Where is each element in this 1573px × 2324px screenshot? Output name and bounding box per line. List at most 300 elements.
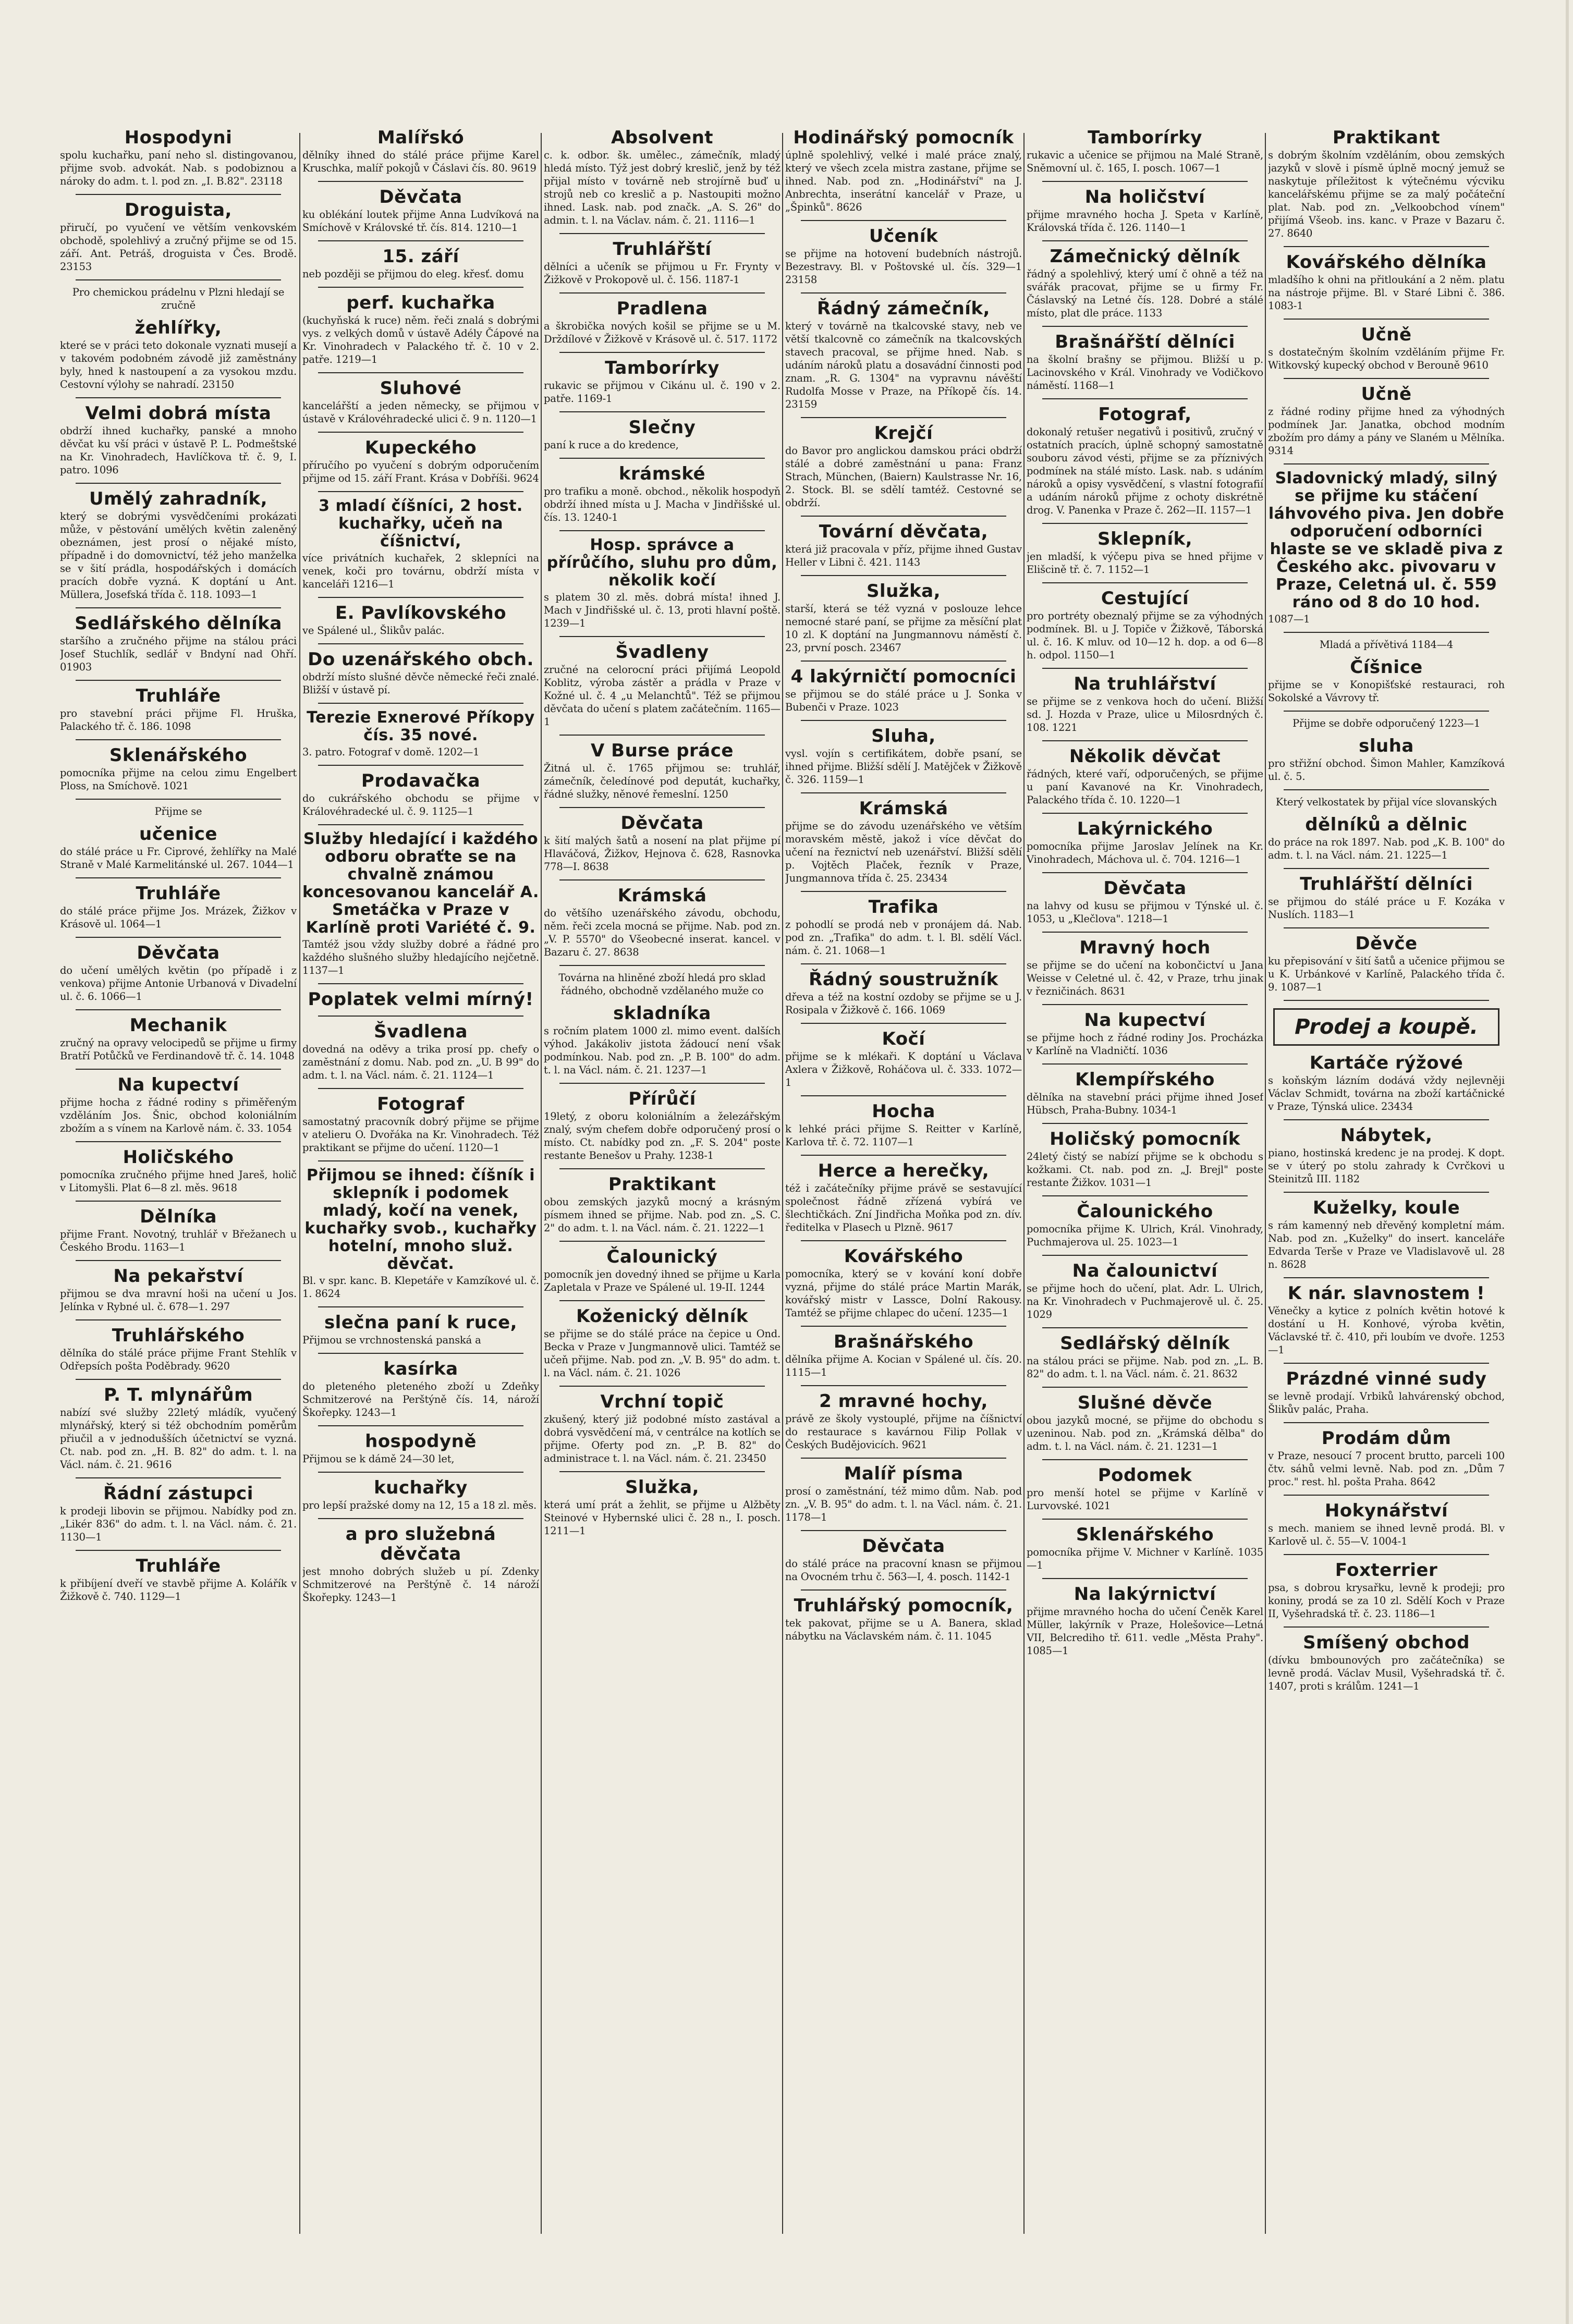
ad-separator	[801, 1240, 1006, 1241]
classified-ad	[785, 1246, 1022, 1319]
ad-headline: Herce a herečky,	[818, 1160, 990, 1181]
ad-body: obou zemských jazyků mocný a krásným písmem ihned se přijme. Nab. pod zn. „S. C. 2" do adm. t. l. na Václ. nám. č. 21. 1222—1	[544, 1196, 781, 1234]
classified-ad	[1027, 589, 1263, 662]
classified-ad	[1027, 1465, 1263, 1512]
ad-body: 24letý čistý se nabízí přijme se k obchodu s kožkami. Ct. nab. pod zn. „J. Brejl" poste restante Žižkov. 1031—1	[1027, 1151, 1263, 1189]
classified-ad	[60, 403, 297, 476]
classified-ad	[1268, 128, 1505, 240]
ad-body: nabízí své služby 22letý mládík, vyučený mlynářský, který si též obchodním poměrům přiučil a v jednodušších účetnictví se vyzná. Ct. nab. pod zn. „H. B. 82" do adm. t. l. na Václ. nám. č. 21. 9616	[60, 1406, 297, 1471]
ad-separator	[1042, 1004, 1248, 1005]
ad-headline: P. T. mlynářům	[103, 1385, 253, 1405]
ad-body: dělníka na stavební práci přijme ihned Josef Hübsch, Praha-Bubny. 1034-1	[1027, 1091, 1263, 1116]
ad-separator	[1042, 1519, 1248, 1520]
ad-body: kancelářští a jeden německy, se přijmou v ústavě v Královéhradecké ulici č. 9 n. 1120—1	[302, 400, 539, 425]
classified-ad	[60, 318, 297, 391]
ad-separator	[76, 279, 281, 280]
ad-body: se přijme na hotovení budebních nástrojů. Bezestravy. Bl. v Poštovské ul. čís. 329—1 23158	[785, 248, 1022, 286]
classified-ad	[544, 1392, 781, 1465]
ad-separator	[1042, 668, 1248, 669]
ad-separator	[1042, 326, 1248, 327]
classified-ad	[1268, 717, 1505, 730]
ad-body: Továrna na hliněné zboží hledá pro sklad řádného, obchodně vzdělaného muže co	[558, 972, 766, 997]
ad-body: neb později se přijmou do eleg. křesť. domu	[302, 268, 524, 280]
ad-body: se přijmou do stálé práce u F. Kozáka v Nuslích. 1183—1	[1268, 896, 1505, 921]
classified-ad	[1268, 325, 1505, 372]
ad-body: pomocníka zručného přijme hned Jareš, holič v Litomyšli. Plat 6—8 zl. měs. 9618	[60, 1169, 297, 1194]
ad-separator	[1284, 927, 1489, 928]
ad-separator	[801, 1589, 1006, 1591]
classified-ad	[1027, 1202, 1263, 1249]
ad-headline: Hosp. správce a přírůčího, sluhu pro dům, několik kočí	[546, 536, 778, 590]
ad-body: pomocník jen dovedný ihned se přijme u Karla Zapletala v Praze ve Spálené ul. 19-II. 1244	[544, 1268, 781, 1293]
ad-headline: Služka,	[625, 1477, 700, 1498]
ad-headline: Sladovnický mladý, silný se přijme ku stáčení láhvového piva. Jen dobře odporučení odborníci hlaste se ve skladě piva z Českého akc. pivovaru v Praze, Celetná ul. č. 559 ráno od 8 do 10 hod.	[1268, 469, 1505, 611]
ad-separator	[1042, 1578, 1248, 1579]
ad-separator	[1042, 1123, 1248, 1124]
classified-ad	[1268, 470, 1505, 626]
ad-separator	[1284, 1119, 1489, 1120]
ad-body: Věnečky a kytice z polních květin hotové k dostání u H. Konhové, výroba květin, Václavské tř. č. 410, při loubím ve dvoře. 1253—1	[1268, 1305, 1505, 1356]
ad-separator	[318, 491, 523, 492]
classified-ad	[544, 239, 781, 286]
ad-body: též i začátečníky přijme právě se sestavující společnost řádně zřízená vybírá ve šlechtičkách. Zní Jindřicha Moňka pod zn. dív. ředitelka v Plasech u Plzně. 9617	[785, 1182, 1022, 1233]
ad-headline: Nábytek,	[1340, 1125, 1433, 1146]
ad-body: do stálé práce přijme Jos. Mrázek, Žižkov v Krásově ul. 1064—1	[60, 905, 297, 930]
ad-body: Žitná ul. č. 1765 přijmou se: truhlář, zámečník, čeledínové pod deputát, kuchařky, řádné služky, něnové řemeslní. 1250	[544, 762, 781, 800]
ad-headline: Koženický dělník	[576, 1306, 749, 1327]
classified-ad	[785, 1161, 1022, 1234]
ad-headline: Truhlářští dělníci	[1300, 874, 1473, 895]
ad-headline: Prázdné vinné sudy	[1286, 1368, 1487, 1389]
ad-headline: Sklenářského	[109, 745, 248, 766]
classified-ad	[302, 497, 539, 591]
classified-ad	[302, 247, 539, 280]
ad-headline: Truhlářský pomocník,	[794, 1595, 1014, 1616]
ad-separator	[1284, 868, 1489, 869]
ad-body: pomocníka přijme V. Michner v Karlíně. 1035—1	[1027, 1546, 1263, 1571]
ad-separator	[1284, 1000, 1489, 1001]
ad-separator	[1284, 1422, 1489, 1423]
ad-body: se přijmou se do stálé práce u J. Sonka v Bubenči v Praze. 1023	[785, 688, 1022, 713]
ad-separator	[1042, 1255, 1248, 1256]
ad-separator	[1042, 1063, 1248, 1065]
ad-headline: Kovářského dělníka	[1286, 252, 1487, 273]
classified-ad	[60, 1016, 297, 1062]
ad-headline: Tamborírky	[1088, 128, 1202, 148]
ad-body: Přijme se	[154, 805, 202, 817]
ad-separator	[801, 1023, 1006, 1024]
classified-ad	[1027, 1070, 1263, 1117]
ads-column-4	[785, 128, 1022, 2242]
ad-body: jest mnoho dobrých služeb u pí. Zdenky Schmitzerové na Perštýně č. 14 nároží Škořepky. 1243—1	[302, 1565, 539, 1604]
ad-headline: Na truhlářství	[1074, 674, 1216, 694]
classified-ad	[302, 771, 539, 818]
classified-ad	[785, 799, 1022, 885]
ad-headline: Terezie Exnerové Příkopy čís. 35 nové.	[307, 708, 535, 744]
classified-ad	[302, 128, 539, 175]
ad-body: vysl. vojín s certifikátem, dobře psaní, se ihned přijme. Bližší sdělí J. Matějček v Žižkově č. 326. 1159—1	[785, 748, 1022, 786]
ad-separator	[76, 194, 281, 195]
ad-headline: Dělníka	[140, 1206, 217, 1227]
classified-ad	[785, 1536, 1022, 1583]
ad-separator	[1284, 632, 1489, 633]
column-divider	[782, 133, 783, 2234]
ad-headline: Praktikant	[608, 1174, 716, 1195]
ad-body: starší, která se též vyzná v poslouze lehce nemocné staré paní, se přijme za měsíční plat 10 zl. K doptání na Jungmannovu náměstí č. 23, první posch. 23467	[785, 603, 1022, 654]
ad-body: dělníky ihned do stálé práce přijme Karel Kruschka, malíř pokojů v Čáslavi čís. 80. 9619	[302, 149, 539, 174]
ad-body: přijme mravného hocha do učení Čeněk Karel Müller, lakýrník v Praze, Holešovice—Letná VII, Belcrediho tř. 611. vedle „Města Prahy". 1085—1	[1027, 1606, 1263, 1657]
ad-headline: Na čalounictví	[1072, 1261, 1218, 1281]
ad-body: na stálou práci se přijme. Nab. pod zn. „L. B. 82" do adm. t. l. na Václ. nám. č. 21. 8632	[1027, 1355, 1263, 1380]
ad-headline: Krámská	[617, 885, 707, 906]
ad-separator	[318, 240, 523, 241]
ad-headline: Sluha,	[871, 726, 936, 747]
ad-body: do Bavor pro anglickou damskou práci obdrží stálé a dobré zaměstnání u pana: Franz Strach, München, (Baiern) Kaulstrasse Nr. 16, 2. Stock. Bl. se sdělí tamtéž. Cestovné se obdrží.	[785, 445, 1022, 509]
ad-body: 1087—1	[1268, 613, 1310, 625]
classified-ad	[1268, 1008, 1505, 1046]
classified-ad	[1027, 938, 1263, 998]
ad-separator	[1042, 813, 1248, 814]
ad-headline: Hodinářský pomocník	[793, 128, 1014, 148]
ad-headline: Fotograf,	[1098, 404, 1192, 425]
column-divider	[541, 133, 542, 2234]
ad-separator	[318, 703, 523, 704]
ad-headline: Trafika	[868, 897, 939, 918]
ad-headline: Absolvent	[611, 128, 714, 148]
classified-ad	[302, 1094, 539, 1154]
ad-body: c. k. odbor. šk. umělec., zámečník, mladý hledá místo. Týž jest dobrý kreslič, jenž by též přijal místo v továrně neb strojírně buď u strojů neb co kreslič a p. Nastoupiti možno ihned. Lask. nab. pod značk. „A. S. 26" do admin. t. l. na Václav. nám. č. 21. 1116—1	[544, 149, 781, 226]
ad-separator	[801, 417, 1006, 418]
classified-ad	[302, 709, 539, 759]
ad-headline: Kočí	[882, 1029, 925, 1049]
ad-separator	[318, 1306, 523, 1307]
classified-ad	[60, 805, 297, 818]
ad-headline: skladníka	[613, 1003, 711, 1024]
ad-body: Pro chemickou prádelnu v Plzni hledají se zručně	[72, 286, 285, 311]
ad-headline: 15. září	[382, 246, 459, 267]
classified-ad	[1268, 1560, 1505, 1620]
classified-ad	[544, 1175, 781, 1234]
classified-ad	[60, 1075, 297, 1135]
ad-separator	[318, 287, 523, 288]
classified-ad	[785, 226, 1022, 286]
ad-separator	[1284, 1554, 1489, 1555]
ad-separator	[76, 607, 281, 608]
ad-separator	[76, 937, 281, 938]
classified-ad	[544, 536, 781, 630]
ad-body: přiručí, po vyučení ve větším venkovském obchodě, spolehlivý a zručný přijme se od 15. září. Ant. Petráš, droguista v Čes. Brodě. 23153	[60, 222, 297, 273]
ad-body: dovedná na oděvy a trika prosí pp. chefy o zaměstnání z domu. Nab. pod zn. „U. B 99" do adm. t. l. na Václ. nám. č. 21. 1124—1	[302, 1043, 539, 1081]
ad-body: řádných, které vaří, odporučených, se přijme u paní Kavanové na Kr. Vinohradech, Palackého třída č. 10. 1220—1	[1027, 768, 1263, 806]
ad-separator	[318, 1353, 523, 1354]
ad-separator	[801, 1458, 1006, 1459]
classified-ad	[785, 299, 1022, 411]
ad-headline: Fotograf	[377, 1094, 465, 1115]
ad-headline: Děvčata	[137, 943, 220, 963]
ad-separator	[1042, 240, 1248, 241]
ad-separator	[801, 220, 1006, 221]
ad-separator	[801, 1530, 1006, 1531]
ad-headline: Poplatek velmi mírný!	[308, 989, 534, 1010]
classified-ad	[1027, 747, 1263, 806]
classified-ad	[1268, 1633, 1505, 1693]
classified-ad	[302, 1313, 539, 1347]
ad-body: Přijme se dobře odporučený 1223—1	[1292, 717, 1480, 729]
ad-headline: hospodyně	[365, 1431, 477, 1452]
ad-separator	[76, 1069, 281, 1070]
ad-headline: Na pekařství	[113, 1266, 243, 1287]
ad-body: zručné na celorocní práci přijímá Leopold Koblitz, výroba zástěr a prádla v Praze v Kožné ul. č. 4 „u Melanchtů". Též se přijmou děvčata do učení s platem začátečním. 1165—1	[544, 664, 781, 728]
ad-headline: Slušné děvče	[1077, 1392, 1213, 1413]
classified-ad	[302, 378, 539, 425]
ad-headline: Slečny	[628, 417, 696, 438]
ad-body: v Praze, nesoucí 7 procent brutto, parceli 100 čtv. sáhů velmi levně. Nab. pod zn. „Dům 7 proc." rest. hl. pošta Praha. 8642	[1268, 1450, 1505, 1488]
classified-ad	[1027, 187, 1263, 234]
ad-body: do učení umělých květin (po případě i z venkova) přijme Antonie Urbanová v Divadelní ul. č. 6. 1066—1	[60, 964, 297, 1002]
classified-ad	[1268, 1369, 1505, 1416]
ad-body: se přijme hoch z řádné rodiny Jos. Procházka v Karlíně na Vladničtí. 1036	[1027, 1032, 1263, 1057]
classified-ad	[785, 128, 1022, 214]
ad-headline: Kovářského	[844, 1246, 964, 1267]
ad-body: obou jazyků mocné, se přijme do obchodu s uzeninou. Nab. pod zn. „Krámská dělba" do adm. t. l. na Václ. nám. č. 21. 1231—1	[1027, 1414, 1263, 1452]
ad-body: s mech. maniem se ihned levně prodá. Bl. v Karlově ul. č. 55—V. 1004-1	[1268, 1522, 1505, 1547]
ad-body: se přijme se do stálé práce na čepice u Ond. Becka v Praze v Jungmannově ulici. Tamtéž se učeň přijme. Nab. pod zn. „V. B. 95" do adm. t. l. na Václ. nám. č. 21. 1026	[544, 1328, 781, 1379]
ad-separator	[76, 1260, 281, 1261]
classified-ad	[785, 1391, 1022, 1451]
ad-body: do pleteného pleteného zboží u Zdeňky Schmitzerové na Perštýně čís. 14, nároží Škořepky. 1243—1	[302, 1380, 539, 1418]
ad-separator	[1284, 711, 1489, 712]
ad-body: pro lepší pražské domy na 12, 15 a 18 zl. měs.	[302, 1499, 537, 1511]
ads-column-2	[302, 128, 539, 2242]
ad-headline: Mravný hoch	[1079, 937, 1211, 958]
ad-body: příručího po vyučení s dobrým odporučením přijme od 15. září Frant. Krása v Dobříši. 9624	[302, 459, 539, 484]
classified-ad	[1268, 796, 1505, 809]
ad-headline: krámské	[618, 463, 706, 484]
ad-body: ve Spálené ul., Šlikův palác.	[302, 625, 445, 637]
ad-headline: Na holičství	[1084, 187, 1205, 207]
ad-body: s dobrým školním vzděláním, obou zemských jazyků v slově i písmě úplně mocný jemuž se naskytuje příležitost k výtečnému výcviku kancelářskému přijme se za malý počáteční plat. Nab. pod zn. „Velkoobchod vínem" přijímá Všeob. ins. kanc. v Praze v Bazaru č. 27. 8640	[1268, 149, 1505, 239]
classified-ad	[1027, 1129, 1263, 1189]
ad-headline: Řádní zástupci	[103, 1483, 253, 1504]
classified-ad	[60, 745, 297, 792]
ad-body: z řádné rodiny přijme hned za výhodných podmínek Jar. Janatka, obchod modním zbožím pro dámy a pány ve Slaném u Mělníka. 9314	[1268, 406, 1505, 457]
ad-headline: Přijmou se ihned: číšník i sklepník i podomek mladý, kočí na venek, kuchařky svob., kuchařky hotelní, mnoho služ. děvčat.	[304, 1166, 537, 1273]
classified-ad	[60, 943, 297, 1003]
ad-body: k prodeji libovin se přijmou. Nabídky pod zn. „Likér 836" do adm. t. l. na Václ. nám. č. 21. 1130—1	[60, 1505, 297, 1543]
ad-body: piano, hostinská kredenc je na prodej. K dopt. se v úterý po stolu zahrady k Cvrčkovi u Steinitzů III. 1182	[1268, 1147, 1505, 1185]
classified-ad	[785, 970, 1022, 1017]
ad-separator	[1042, 398, 1248, 399]
ad-headline: Číšnice	[1350, 657, 1423, 678]
ad-separator	[1042, 582, 1248, 583]
classified-ad	[544, 813, 781, 873]
classified-ad	[1027, 128, 1263, 175]
ad-headline: Krámská	[859, 798, 948, 819]
ad-separator	[318, 1088, 523, 1089]
ad-separator	[318, 824, 523, 825]
ad-body: k přibíjení dveří ve stavbě přijme A. Kolářík v Žižkově č. 740. 1129—1	[60, 1577, 297, 1603]
classified-ad	[544, 128, 781, 227]
ad-separator	[1284, 463, 1489, 464]
ad-headline: Na kupectví	[1084, 1010, 1206, 1031]
ad-body: pomocníka přijme na celou zimu Engelbert Ploss, na Smíchově. 1021	[60, 767, 297, 792]
classified-ad	[1268, 252, 1505, 312]
ad-headline: Děvčata	[1103, 878, 1187, 899]
ad-separator	[1042, 872, 1248, 873]
ad-separator	[76, 877, 281, 878]
ad-separator	[1284, 1626, 1489, 1628]
ad-separator	[559, 735, 765, 736]
ad-separator	[318, 1472, 523, 1473]
ad-body: na lahvy od kusu se přijmou v Týnské ul. č. 1053, u „Klečlova". 1218—1	[1027, 900, 1263, 925]
ad-body: Který velkostatek by přijal více slovanských	[1275, 796, 1497, 808]
classified-ad	[1268, 874, 1505, 921]
ad-body: pro portréty obeznalý přijme se za výhodných podmínek. Bl. u J. Topiče v Žižkově, Táborská ul. č. 16. K mluv. od 10—12 h. dop. a od 6—8 h. odpol. 1150—1	[1027, 610, 1263, 661]
ad-headline: Zámečnický dělník	[1050, 246, 1240, 267]
ad-headline: Pradlena	[616, 298, 708, 319]
ad-headline: V Burse práce	[591, 740, 734, 761]
classified-ad	[302, 650, 539, 696]
ad-separator	[801, 660, 1006, 662]
ad-headline: Malíř písma	[844, 1463, 964, 1484]
ad-separator	[801, 575, 1006, 576]
ad-headline: Řádný zámečník,	[817, 298, 990, 319]
ads-column-6	[1268, 128, 1505, 2242]
classified-ad	[1027, 1334, 1263, 1380]
ad-headline: a pro služebná děvčata	[345, 1524, 496, 1564]
ad-body: (dívku bmbounových pro začátečníka) se levně prodá. Václav Musil, Vyšehradská tř. č. 1407, proti s králům. 1241—1	[1268, 1654, 1505, 1692]
ad-body: rukavic a učenice se přijmou na Malé Straně, Sněmovní ul. č. 165, I. posch. 1067—1	[1027, 149, 1263, 174]
classified-ad	[302, 1359, 539, 1419]
ad-headline: Děvčata	[379, 187, 462, 207]
ad-body: přijme hocha z řádné rodiny s přiměřeným vzděláním Jos. Šnic, obchod koloniálním zbožím a s vínem na Karlově nám. č. 33. 1054	[60, 1096, 297, 1134]
classified-ad	[1027, 1393, 1263, 1453]
ad-headline: Praktikant	[1332, 128, 1441, 148]
classified-ad	[544, 1004, 781, 1077]
classified-ad	[785, 667, 1022, 714]
ad-separator	[1284, 1277, 1489, 1278]
ad-headline: Hocha	[872, 1101, 935, 1122]
column-divider	[299, 133, 300, 2234]
classified-ad	[302, 438, 539, 485]
ad-separator	[76, 1141, 281, 1142]
classified-ad	[302, 1432, 539, 1465]
ad-headline: Děvčata	[862, 1536, 945, 1557]
classified-ad	[60, 1147, 297, 1194]
ad-body: ku oblékání loutek přijme Anna Ludvíková na Smíchově v Královské tř. čís. 814. 1210—1	[302, 209, 539, 234]
ad-body: s ročním platem 1000 zl. mimo event. dalších výhod. Jakákoliv jistota žádoucí není však podmínkou. Nab. pod zn. „P. B. 100" do adm. t. l. na Václ. nám. č. 21. 1237—1	[544, 1025, 781, 1076]
ad-body: řádný a spolehlivý, který umí č ohně a též na svářák pracovat, přijme se u firmy Fr. Čáslavský na Letné čís. 128. Dobré a stálé místo, plat dle práce. 1133	[1027, 268, 1263, 319]
ad-body: se přijme se do učení na kobončictví u Jana Weisse v Celetné ul. č. 42, v Praze, trhu jinak v řezničinách. 8631	[1027, 959, 1263, 997]
ad-separator	[76, 1379, 281, 1380]
ad-headline: perf. kuchařka	[346, 292, 495, 313]
ad-separator	[801, 1095, 1006, 1096]
ad-headline: 2 mravné hochy,	[819, 1391, 988, 1412]
ad-headline: Učeník	[869, 226, 938, 247]
classified-ad	[60, 128, 297, 188]
classified-ad	[60, 1556, 297, 1603]
ad-headline: Truhlářští	[613, 239, 712, 260]
classified-ad	[1027, 1584, 1263, 1657]
classified-ad	[60, 614, 297, 674]
ad-body: Tamtéž jsou vždy služby dobré a řádné pro každého slušného služby hledajícího nejčetně. 1137—1	[302, 938, 539, 976]
ad-separator	[559, 1386, 765, 1387]
ad-separator	[76, 739, 281, 740]
ad-separator	[559, 458, 765, 459]
ad-separator	[318, 1160, 523, 1161]
ad-headline: Holičský pomocník	[1050, 1129, 1240, 1149]
classified-ad	[544, 299, 781, 346]
ad-body: a škrobička nových košil se přijme se u M. Drždílové v Žižkově v Krásově ul. č. 517. 1172	[544, 320, 781, 345]
ad-separator	[1042, 1327, 1248, 1328]
classified-ad	[1027, 819, 1263, 866]
ad-separator	[318, 597, 523, 598]
ad-body: se přijme se z venkova hoch do učení. Bližší sd. J. Hozda v Praze, ulice u Milosrdných č. 108. 1221	[1027, 695, 1263, 733]
classified-ad	[1268, 736, 1505, 783]
ad-headline: Sedlářský dělník	[1060, 1333, 1230, 1354]
ad-headline: sluha	[1359, 736, 1414, 756]
ad-separator	[1042, 1195, 1248, 1196]
ads-column-1	[60, 128, 297, 2242]
ad-body: která již pracovala v příz, přijme ihned Gustav Heller v Libni č. 421. 1143	[785, 543, 1022, 568]
ad-headline: K nár. slavnostem !	[1287, 1283, 1485, 1304]
ad-separator	[559, 965, 765, 966]
classified-ad	[302, 603, 539, 637]
ad-body: psa, s dobrou krysařku, levně k prodeji; pro koniny, prodá se za 10 zl. Sdělí Koch v Praze II, Vyšehradská tř. č. 23. 1186—1	[1268, 1582, 1505, 1620]
classified-ad	[302, 989, 539, 1009]
ad-headline: Hospodyni	[124, 128, 233, 148]
ad-body: do stálé práce na pracovní knasn se přijmou na Ovocném trhu č. 563—I, 4. posch. 1142-1	[785, 1558, 1022, 1583]
ad-headline: Vrchní topič	[600, 1391, 724, 1412]
column-divider	[1265, 133, 1266, 2234]
ad-headline: Hokynářství	[1324, 1500, 1448, 1521]
ad-headline: Služka,	[866, 581, 941, 602]
ad-headline: Děvčata	[620, 813, 704, 834]
ad-body: více privátních kuchařek, 2 sklepníci na venek, koči pro továrnu, obdrží místa v kanceláři 1216—1	[302, 552, 539, 590]
ad-headline: Podomek	[1098, 1465, 1192, 1486]
classified-ad	[544, 1247, 781, 1294]
ad-body: s rám kamenný neb dřevěný kompletní mám. Nab. pod zn. „Kuželky" do insert. kanceláře Edvarda Terše v Praze ve Vladislavově ul. 28 n. 8628	[1268, 1219, 1505, 1270]
ad-body: do práce na rok 1897. Nab. pod „K. B. 100" do adm. t. l. na Václ. nám. 21. 1225—1	[1268, 836, 1505, 861]
ad-body: k šití malých šatů a nosení na plat přijme pí Hlaváčová, Žižkov, Hejnova č. 628, Rasnovka 778—I. 8638	[544, 835, 781, 873]
ad-body: pro trafiku a moně. obchod., několik hospodyň obdrží ihned místa u J. Macha v Jindřišské ul. čís. 13. 1240-1	[544, 485, 781, 523]
ad-body: zručný na opravy velocipedů se přijme u firmy Bratří Potůčků ve Ferdinandově tř. č. 14. 1048	[60, 1037, 297, 1062]
ad-body: Přijmou se k dámě 24—30 let,	[302, 1453, 455, 1465]
classified-ad	[785, 1102, 1022, 1148]
ad-headline: Učně	[1361, 384, 1412, 405]
ad-body: do většího uzenářského závodu, obchodu, něm. řeči zcela mocná se přijme. Nab. pod zn. „V. P. 5570" do Všeobecné inserat. kancel. v Bazaru č. 27. 8638	[544, 907, 781, 958]
ad-body: spolu kuchařku, paní neho sl. distingovanou, přijme svob. advokát. Nab. s podobiznou a nároky do adm. t. l. pod zn. „I. B.82". 23118	[60, 149, 297, 187]
ad-body: ku přepisování v šití šatů a učenice přijmou se u K. Urbánkové v Karlíně, Palackého třída č. 9. 1087—1	[1268, 955, 1505, 993]
classified-ad	[785, 1464, 1022, 1524]
ad-separator	[1284, 378, 1489, 379]
column-divider	[1023, 133, 1025, 2234]
classified-ad	[1268, 638, 1505, 651]
classified-ad	[60, 286, 297, 312]
ad-separator	[318, 1518, 523, 1519]
ad-body: které se v práci teto dokonale vyznati musejí a v takovém podobném závodě již zaměstnány byly, hned k nastoupení a za vysokou mzdu. Cestovní výlohy se nahradí. 23150	[60, 339, 297, 390]
ad-headline: Do uzenářského obch.	[308, 649, 534, 670]
ad-body: do cukrářského obchodu se přijme v Královéhradecké ul. č. 9. 1125—1	[302, 792, 539, 817]
classified-ad	[544, 741, 781, 801]
ad-body: paní k ruce a do kredence,	[544, 439, 679, 451]
ad-body: přijmou se dva mravní hoši na učení u Jos. Jelínka v Rybné ul. č. 678—1. 297	[60, 1288, 297, 1313]
classified-ad	[1027, 332, 1263, 392]
ad-headline: Přírůčí	[628, 1088, 696, 1109]
ad-headline: Služby hledající i každého odboru obraťte se na chvalně známou koncesovanou kancelář A. Smetáčka v Praze v Karlíně proti Variété č. 9.	[302, 830, 539, 937]
ad-headline: slečna paní k ruce,	[324, 1312, 518, 1333]
ad-body: pomocníka přijme K. Ulrich, Král. Vinohrady, Puchmajerova ul. 25. 1023—1	[1027, 1223, 1263, 1248]
